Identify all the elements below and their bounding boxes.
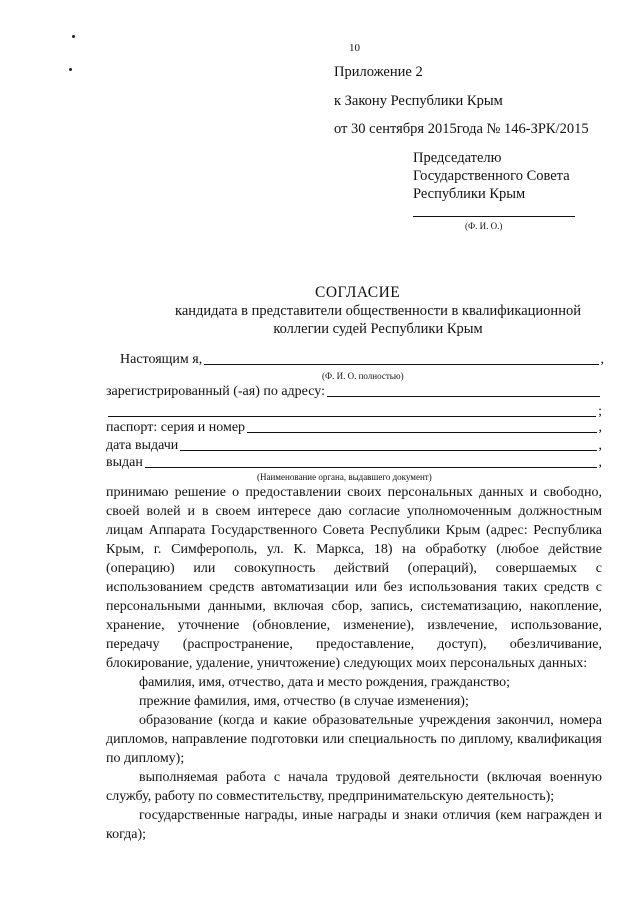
passport-field-comma: , <box>598 420 602 435</box>
scan-speck <box>69 68 72 71</box>
name-field-line[interactable] <box>204 363 598 365</box>
appendix-line-1: Приложение 2 <box>334 64 423 80</box>
list-item: прежние фамилия, имя, отчество (в случае изменения); <box>139 694 469 709</box>
page-number: 10 <box>349 42 360 54</box>
issued-by-field-label: выдан <box>106 455 143 470</box>
addressee-sign-line <box>413 216 575 217</box>
list-item: государственные награды, иные награды и знаки отличия (кем награжден и когда); <box>106 808 602 842</box>
appendix-line-2: к Закону Республики Крым <box>334 93 503 109</box>
passport-field-row <box>106 420 602 436</box>
address-field-label: зарегистрированный (-ая) по адресу: <box>106 384 325 399</box>
name-field-row <box>120 352 604 368</box>
list-item: фамилия, имя, отчество, дата и место рождения, гражданство; <box>139 675 511 690</box>
issued-by-field-row <box>106 455 602 471</box>
address-field-row-2 <box>106 404 602 420</box>
issue-date-field-row <box>106 438 602 454</box>
addressee-line-1: Председателю <box>413 150 502 166</box>
addressee-sign-caption: (Ф. И. О.) <box>465 221 503 231</box>
addressee-line-2: Государственного Совета <box>413 168 570 184</box>
name-field-caption: (Ф. И. О. полностью) <box>322 371 404 381</box>
document-title: СОГЛАСИЕ <box>315 284 401 301</box>
address-field-row <box>106 384 602 400</box>
address-field-line[interactable] <box>327 395 600 397</box>
address-field-semicolon: ; <box>598 404 602 419</box>
addressee-line-3: Республики Крым <box>413 186 526 202</box>
consent-paragraph: принимаю решение о предоставлении своих персональных данных и свободно, своей волей и в своем интересе даю согласие уполномоченным должностным лицам Аппарата Государственного Совета Республики Крым (адрес: Республика Крым, г. Симферополь, ул. К. Маркса, 18) на обработку (любое действие (операцию) или совокупность действий (операций), совершаемых с использованием средств автоматизации или без использования таких средств с персональными данными, включая сбор, запись, систематизацию, накопление, хранение, уточнение (обновление, изменение), извлечение, использование, передачу (распространение, предоставление, доступ), обезличивание, блокирование, удаление, уничтожение) следующих моих персональных данных: <box>106 485 602 671</box>
issue-date-field-line[interactable] <box>180 449 596 451</box>
issue-date-field-label: дата выдачи <box>106 438 179 453</box>
list-item: выполняемая работа с начала трудовой деятельности (включая военную службу, работу по совместительству, предпринимательскую деятельность); <box>106 770 602 804</box>
issued-by-field-caption: (Наименование органа, выдавшего документ) <box>257 472 432 482</box>
appendix-line-3: от 30 сентября 2015года № 146-ЗРК/2015 <box>334 121 589 137</box>
passport-field-label: паспорт: серия и номер <box>106 420 246 435</box>
document-subtitle-2: коллегии судей Республики Крым <box>273 321 483 337</box>
issued-by-field-comma: , <box>598 455 602 470</box>
name-field-label: Настоящим я, <box>120 352 203 367</box>
issued-by-field-line[interactable] <box>145 466 597 468</box>
issue-date-field-comma: , <box>598 438 602 453</box>
scan-speck <box>72 35 75 38</box>
document-subtitle-1: кандидата в представители общественности в квалификационной <box>175 303 581 319</box>
list-item: образование (когда и какие образовательные учреждения закончил, номера дипломов, направление подготовки или специальность по диплому, квалификация по диплому); <box>106 713 602 766</box>
consent-body <box>106 483 602 844</box>
passport-field-line[interactable] <box>247 431 596 433</box>
address-field-line-2[interactable] <box>108 415 596 417</box>
name-field-comma: , <box>600 352 604 367</box>
